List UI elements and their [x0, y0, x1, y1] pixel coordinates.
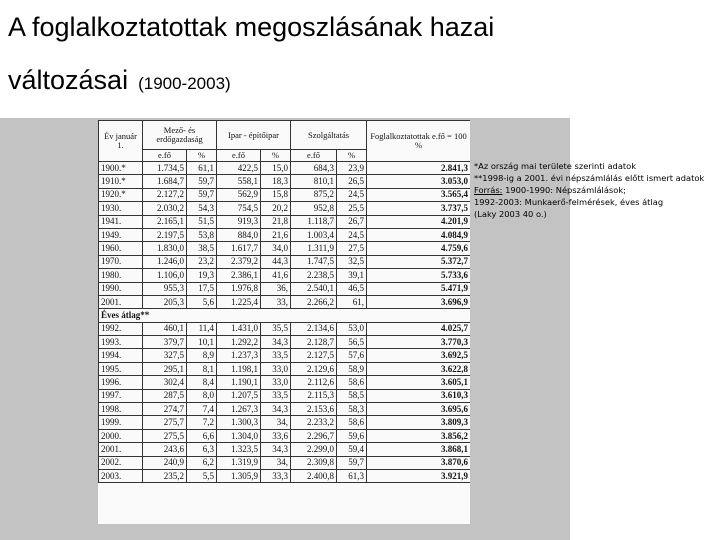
table-body-census [99, 162, 471, 309]
table-row [99, 202, 471, 215]
services-percent-cell: 46,5 [337, 282, 367, 295]
table-row [99, 255, 471, 268]
header-industry: Ipar - építőipar [217, 121, 291, 150]
industry-percent-cell: 33,6 [261, 429, 291, 442]
year-cell: 1996. [99, 376, 143, 389]
header-unit-percent: % [337, 150, 367, 162]
total-cell: 3.870,6 [367, 456, 470, 469]
agriculture-percent-cell: 8,0 [187, 389, 217, 402]
table-row [99, 376, 471, 389]
year-cell: 1980. [99, 269, 143, 282]
industry-percent-cell: 34,0 [261, 242, 291, 255]
industry-thousand-cell: 884,0 [217, 228, 261, 241]
agriculture-percent-cell: 54,3 [187, 202, 217, 215]
header-unit-percent: % [261, 150, 291, 162]
table-row [99, 322, 471, 335]
industry-thousand-cell: 1.323,5 [217, 443, 261, 456]
agriculture-percent-cell: 7,4 [187, 403, 217, 416]
industry-thousand-cell: 1.319,9 [217, 456, 261, 469]
industry-thousand-cell: 1.292,2 [217, 336, 261, 349]
header-unit-thousand: e.fő [143, 150, 187, 162]
agriculture-thousand-cell: 955,3 [143, 282, 187, 295]
table-row [99, 429, 471, 442]
year-cell: 1998. [99, 403, 143, 416]
services-thousand-cell: 2.153,6 [291, 403, 337, 416]
services-thousand-cell: 2.266,2 [291, 295, 337, 308]
industry-thousand-cell: 1.198,1 [217, 362, 261, 375]
agriculture-percent-cell: 19,3 [187, 269, 217, 282]
agriculture-thousand-cell: 274,7 [143, 403, 187, 416]
industry-percent-cell: 44,3 [261, 255, 291, 268]
agriculture-percent-cell: 17,5 [187, 282, 217, 295]
table-row [99, 282, 471, 295]
industry-percent-cell: 33,3 [261, 469, 291, 482]
header-agriculture: Mező- és erdőgazdaság [143, 121, 217, 150]
year-cell: 1994. [99, 349, 143, 362]
table-row [99, 389, 471, 402]
industry-thousand-cell: 2.386,1 [217, 269, 261, 282]
total-cell: 3.809,3 [367, 416, 470, 429]
services-thousand-cell: 2.309,8 [291, 456, 337, 469]
agriculture-thousand-cell: 2.127,2 [143, 188, 187, 201]
services-percent-cell: 32,5 [337, 255, 367, 268]
year-cell: 1993. [99, 336, 143, 349]
note-line: (Laky 2003 40 o.) [474, 209, 547, 219]
services-percent-cell: 57,6 [337, 349, 367, 362]
table-row [99, 349, 471, 362]
services-thousand-cell: 2.112,6 [291, 376, 337, 389]
agriculture-percent-cell: 51,5 [187, 215, 217, 228]
total-cell: 3.921,9 [367, 469, 470, 482]
industry-percent-cell: 21,6 [261, 228, 291, 241]
agriculture-percent-cell: 59,7 [187, 188, 217, 201]
header-services: Szolgáltatás [291, 121, 367, 150]
table-row [99, 162, 471, 175]
services-thousand-cell: 2.238,5 [291, 269, 337, 282]
services-thousand-cell: 2.129,6 [291, 362, 337, 375]
services-thousand-cell: 2.540,1 [291, 282, 337, 295]
agriculture-percent-cell: 8,9 [187, 349, 217, 362]
industry-percent-cell: 15,0 [261, 162, 291, 175]
table-notes [474, 160, 704, 220]
employment-table-sheet [98, 120, 470, 524]
header-year: Év január 1. [99, 121, 143, 162]
services-thousand-cell: 2.115,3 [291, 389, 337, 402]
services-thousand-cell: 2.233,2 [291, 416, 337, 429]
services-percent-cell: 61,3 [337, 469, 367, 482]
industry-percent-cell: 33, [261, 295, 291, 308]
services-percent-cell: 26,7 [337, 215, 367, 228]
table-row [99, 362, 471, 375]
industry-percent-cell: 21,8 [261, 215, 291, 228]
industry-thousand-cell: 1.190,1 [217, 376, 261, 389]
agriculture-thousand-cell: 302,4 [143, 376, 187, 389]
services-thousand-cell: 2.127,5 [291, 349, 337, 362]
total-cell: 3.696,9 [367, 295, 470, 308]
year-cell: 1930. [99, 202, 143, 215]
header-total: Foglalkoztatottak e.fő = 100 % [367, 121, 470, 162]
table-body-annual [99, 322, 471, 483]
year-cell: 2003. [99, 469, 143, 482]
industry-percent-cell: 18,3 [261, 175, 291, 188]
year-cell: 1970. [99, 255, 143, 268]
services-thousand-cell: 2.134,6 [291, 322, 337, 335]
services-percent-cell: 58,6 [337, 376, 367, 389]
industry-percent-cell: 41,6 [261, 269, 291, 282]
employment-table [98, 120, 470, 483]
services-percent-cell: 58,3 [337, 403, 367, 416]
table-row [99, 175, 471, 188]
agriculture-thousand-cell: 2.030,2 [143, 202, 187, 215]
year-cell: 1997. [99, 389, 143, 402]
year-cell: 1992. [99, 322, 143, 335]
note-line: 1992-2003: Munkaerő-felmérések, éves átlag [474, 197, 664, 207]
table-row [99, 228, 471, 241]
table-row [99, 469, 471, 482]
services-percent-cell: 53,0 [337, 322, 367, 335]
agriculture-percent-cell: 6,2 [187, 456, 217, 469]
agriculture-percent-cell: 10,1 [187, 336, 217, 349]
note-line-source [474, 184, 704, 196]
table-row [99, 336, 471, 349]
section-label-annual-average: Éves átlag** [99, 309, 471, 322]
services-thousand-cell: 2.128,7 [291, 336, 337, 349]
industry-thousand-cell: 1.267,3 [217, 403, 261, 416]
services-thousand-cell: 1.118,7 [291, 215, 337, 228]
industry-thousand-cell: 1.617,7 [217, 242, 261, 255]
agriculture-percent-cell: 5,6 [187, 295, 217, 308]
table-section [99, 309, 471, 322]
agriculture-thousand-cell: 1.246,0 [143, 255, 187, 268]
total-cell: 5.733,6 [367, 269, 470, 282]
services-thousand-cell: 810,1 [291, 175, 337, 188]
source-text: 1900-1990: Népszámlálások; [502, 185, 626, 195]
agriculture-thousand-cell: 2.197,5 [143, 228, 187, 241]
services-percent-cell: 58,5 [337, 389, 367, 402]
table-row [99, 403, 471, 416]
agriculture-thousand-cell: 287,5 [143, 389, 187, 402]
total-cell: 3.565,4 [367, 188, 470, 201]
total-cell: 2.841,3 [367, 162, 470, 175]
total-cell: 3.053,0 [367, 175, 470, 188]
industry-thousand-cell: 1.207,5 [217, 389, 261, 402]
year-cell: 1990. [99, 282, 143, 295]
industry-percent-cell: 33,0 [261, 362, 291, 375]
year-cell: 1949. [99, 228, 143, 241]
services-thousand-cell: 2.400,8 [291, 469, 337, 482]
industry-percent-cell: 34, [261, 416, 291, 429]
services-percent-cell: 24,5 [337, 228, 367, 241]
services-percent-cell: 58,9 [337, 362, 367, 375]
agriculture-percent-cell: 38,5 [187, 242, 217, 255]
services-thousand-cell: 1.311,9 [291, 242, 337, 255]
industry-percent-cell: 34,3 [261, 403, 291, 416]
table-row [99, 456, 471, 469]
services-thousand-cell: 1.747,5 [291, 255, 337, 268]
industry-thousand-cell: 754,5 [217, 202, 261, 215]
industry-thousand-cell: 558,1 [217, 175, 261, 188]
total-cell: 5.372,7 [367, 255, 470, 268]
total-cell: 3.770,3 [367, 336, 470, 349]
services-percent-cell: 24,5 [337, 188, 367, 201]
industry-thousand-cell: 1.300,3 [217, 416, 261, 429]
header-unit-thousand: e.fő [291, 150, 337, 162]
industry-thousand-cell: 422,5 [217, 162, 261, 175]
note-line: *Az ország mai területe szerinti adatok [474, 161, 637, 171]
industry-thousand-cell: 1.976,8 [217, 282, 261, 295]
slide-title-period: (1900-2003) [138, 74, 231, 93]
total-cell: 3.622,8 [367, 362, 470, 375]
total-cell: 4.084,9 [367, 228, 470, 241]
services-percent-cell: 58,6 [337, 416, 367, 429]
total-cell: 4.025,7 [367, 322, 470, 335]
agriculture-percent-cell: 5,5 [187, 469, 217, 482]
year-cell: 1960. [99, 242, 143, 255]
industry-percent-cell: 15,8 [261, 188, 291, 201]
services-percent-cell: 39,1 [337, 269, 367, 282]
agriculture-thousand-cell: 275,5 [143, 429, 187, 442]
table-row [99, 443, 471, 456]
services-percent-cell: 59,6 [337, 429, 367, 442]
table-row [99, 295, 471, 308]
table-row [99, 215, 471, 228]
agriculture-percent-cell: 11,4 [187, 322, 217, 335]
services-percent-cell: 23,9 [337, 162, 367, 175]
year-cell: 1910.* [99, 175, 143, 188]
total-cell: 3.695,6 [367, 403, 470, 416]
services-percent-cell: 59,7 [337, 456, 367, 469]
services-percent-cell: 25,5 [337, 202, 367, 215]
agriculture-percent-cell: 7,2 [187, 416, 217, 429]
year-cell: 2001. [99, 443, 143, 456]
services-thousand-cell: 952,8 [291, 202, 337, 215]
header-unit-percent: % [187, 150, 217, 162]
services-thousand-cell: 2.299,0 [291, 443, 337, 456]
total-cell: 4.759,6 [367, 242, 470, 255]
services-percent-cell: 56,5 [337, 336, 367, 349]
services-thousand-cell: 684,3 [291, 162, 337, 175]
table-row [99, 269, 471, 282]
header-unit-thousand: e.fő [217, 150, 261, 162]
note-line: **1998-ig a 2001. évi népszámlálás előtt ismert adatok [474, 173, 705, 183]
industry-thousand-cell: 919,3 [217, 215, 261, 228]
industry-percent-cell: 35,5 [261, 322, 291, 335]
agriculture-thousand-cell: 1.830,0 [143, 242, 187, 255]
agriculture-thousand-cell: 235,2 [143, 469, 187, 482]
year-cell: 1995. [99, 362, 143, 375]
slide-title-word: változásai [8, 65, 129, 95]
total-cell: 4.201,9 [367, 215, 470, 228]
services-percent-cell: 59,4 [337, 443, 367, 456]
agriculture-percent-cell: 53,8 [187, 228, 217, 241]
agriculture-thousand-cell: 1.684,7 [143, 175, 187, 188]
industry-percent-cell: 33,5 [261, 389, 291, 402]
industry-thousand-cell: 1.237,3 [217, 349, 261, 362]
industry-percent-cell: 34, [261, 456, 291, 469]
agriculture-thousand-cell: 243,6 [143, 443, 187, 456]
agriculture-thousand-cell: 2.165,1 [143, 215, 187, 228]
total-cell: 5.471,9 [367, 282, 470, 295]
agriculture-thousand-cell: 1.734,5 [143, 162, 187, 175]
services-percent-cell: 61, [337, 295, 367, 308]
year-cell: 2002. [99, 456, 143, 469]
year-cell: 2000. [99, 429, 143, 442]
industry-thousand-cell: 1.225,4 [217, 295, 261, 308]
industry-percent-cell: 33,5 [261, 349, 291, 362]
total-cell: 3.737,5 [367, 202, 470, 215]
total-cell: 3.856,2 [367, 429, 470, 442]
industry-percent-cell: 34,3 [261, 336, 291, 349]
agriculture-percent-cell: 61,1 [187, 162, 217, 175]
industry-percent-cell: 34,3 [261, 443, 291, 456]
agriculture-percent-cell: 8,4 [187, 376, 217, 389]
year-cell: 2001. [99, 295, 143, 308]
industry-thousand-cell: 1.431,0 [217, 322, 261, 335]
table-row [99, 242, 471, 255]
agriculture-thousand-cell: 379,7 [143, 336, 187, 349]
total-cell: 3.605,1 [367, 376, 470, 389]
table-row [99, 188, 471, 201]
agriculture-percent-cell: 8,1 [187, 362, 217, 375]
slide-title-line2 [8, 65, 231, 96]
services-percent-cell: 26,5 [337, 175, 367, 188]
agriculture-thousand-cell: 460,1 [143, 322, 187, 335]
year-cell: 1920.* [99, 188, 143, 201]
agriculture-percent-cell: 23,2 [187, 255, 217, 268]
industry-percent-cell: 33,0 [261, 376, 291, 389]
services-thousand-cell: 1.003,4 [291, 228, 337, 241]
table-row [99, 416, 471, 429]
agriculture-thousand-cell: 327,5 [143, 349, 187, 362]
agriculture-thousand-cell: 1.106,0 [143, 269, 187, 282]
total-cell: 3.692,5 [367, 349, 470, 362]
services-thousand-cell: 2.296,7 [291, 429, 337, 442]
industry-thousand-cell: 562,9 [217, 188, 261, 201]
agriculture-percent-cell: 59,7 [187, 175, 217, 188]
agriculture-thousand-cell: 205,3 [143, 295, 187, 308]
agriculture-thousand-cell: 240,9 [143, 456, 187, 469]
industry-thousand-cell: 1.305,9 [217, 469, 261, 482]
agriculture-percent-cell: 6,6 [187, 429, 217, 442]
agriculture-percent-cell: 6,3 [187, 443, 217, 456]
year-cell: 1900.* [99, 162, 143, 175]
total-cell: 3.610,3 [367, 389, 470, 402]
total-cell: 3.868,1 [367, 443, 470, 456]
services-thousand-cell: 875,2 [291, 188, 337, 201]
source-label: Forrás: [474, 185, 503, 195]
year-cell: 1999. [99, 416, 143, 429]
industry-thousand-cell: 2.379,2 [217, 255, 261, 268]
industry-percent-cell: 36, [261, 282, 291, 295]
agriculture-thousand-cell: 295,1 [143, 362, 187, 375]
year-cell: 1941. [99, 215, 143, 228]
slide-title-line1: A foglalkoztatottak megoszlásának hazai [8, 12, 495, 42]
services-percent-cell: 27,5 [337, 242, 367, 255]
industry-thousand-cell: 1.304,0 [217, 429, 261, 442]
agriculture-thousand-cell: 275,7 [143, 416, 187, 429]
industry-percent-cell: 20,2 [261, 202, 291, 215]
